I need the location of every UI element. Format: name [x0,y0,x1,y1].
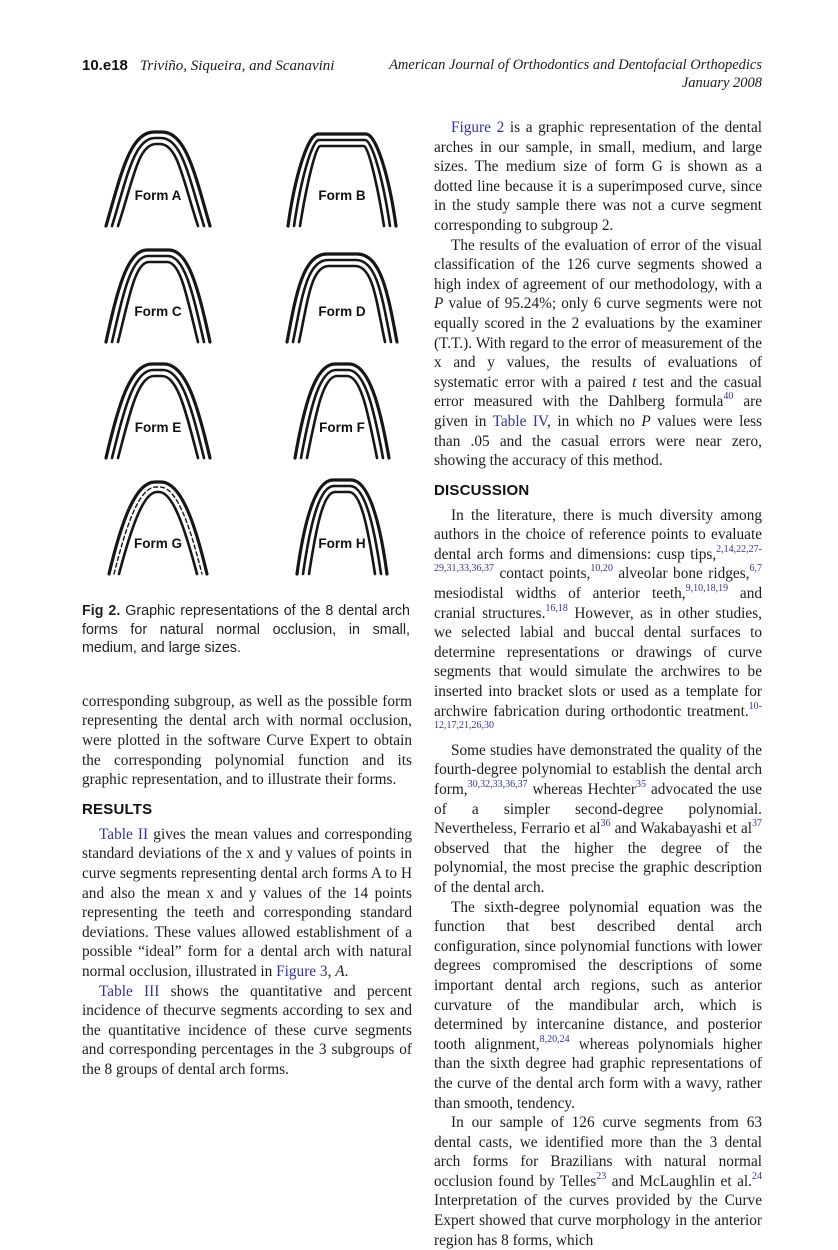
arch-form-label: Form B [318,188,366,203]
arch-form-tile [272,122,412,228]
text-run: , in which no [547,412,642,430]
text-run: However, as in other studies, we selected labial and buccal dental surfaces to determine representations or drawings of curve segments that would simulate the archwires to be inserted into bracket slots or used as a template for archwire fabrication during orthodontic treatment. [434,604,762,720]
text-run: The sixth-degree polynomial equation was the function that best described dental arch configuration, since polynomial functions with lower degrees compromised the descriptions of some important dental arch regions, such as anterior curvature of the mandibular arch, which is determined by intercanine distance, and posterior tooth alignment, [434,898,762,1053]
citation-reference[interactable]: 30,32,33,36,37 [467,778,528,790]
dental-arch-curves [272,470,412,576]
text-run: are given in [434,393,762,430]
citation-reference[interactable]: 9,10,18,19 [685,582,729,594]
text-run: and cranial structures. [434,585,762,622]
arch-form-tile [88,470,228,576]
text-run: The results of the evaluation of error of the visual classification of the 126 curve segments showed a high index of agreement of our methodology, with a [434,236,762,293]
text-run: observed that the higher the degree of the polynomial, the most precise the graphic description of the dental arch. [434,839,762,896]
text-run: values were less than .05 and the casual errors were near zero, showing the accuracy of this method. [434,412,763,470]
text-run: whereas Hechter [527,781,637,798]
citation-reference[interactable]: 36 [600,818,611,830]
text-run: In the literature, there is much diversity among authors in the choice of reference points to evaluate dental arch forms and dimensions: cusp tips, [434,506,762,563]
dental-arch-curves [272,238,412,344]
text-run: Interpretation of the curves provided by the Curve Expert showed that curve morphology in the anterior region has 8 forms, which [434,1192,762,1249]
cross-reference-link[interactable]: Figure 3 [276,962,328,980]
italic-text: A [335,962,345,980]
header-right [389,57,762,92]
arch-form-label: Form E [134,420,182,435]
journal-title: American Journal of Orthodontics and Dentofacial Orthopedics [389,57,762,73]
text-run: In our sample of 126 curve segments from 63 dental casts, we identified more than the 3 dental arch forms for Brazilians with natural normal occlusion found by Telles [434,1114,762,1190]
body-paragraph [434,118,762,236]
citation-reference[interactable]: 10-12,17,21,26,30 [434,700,762,732]
section-heading-results: RESULTS [82,800,153,818]
text-run: whereas polynomials higher than the sixth degree had graphic representations of the curve of the dental arch form with a wavy, rather than smooth, tendency. [434,1035,762,1112]
body-paragraph [434,1113,762,1250]
text-run: Some studies have demonstrated the quality of the fourth-degree polynomial to establish the dental arch form, [434,741,762,798]
arch-form-label: Form H [318,536,366,551]
outer-arch-curve [288,134,396,226]
dental-arch-curves [272,122,412,228]
arch-form-tile [272,470,412,576]
citation-reference[interactable]: 16,18 [545,602,568,614]
citation-reference[interactable]: 23 [596,1170,607,1182]
arch-form-tile [88,122,228,228]
arch-form-tile [272,354,412,460]
body-paragraph [434,741,762,898]
arch-form-label: Form G [133,536,182,551]
text-run: is a graphic representation of the dental arches in our sample, in small, medium, and large sizes. The medium size of form G is shown as a dotted line because it is a superimposed curve, since in the study sample there was not a curve segment corresponding to subgroup 2. [434,119,762,234]
text-run: shows the quantitative and percent incidence of thecurve segments according to sex and the quantitative incidence of these curve segments and corresponding percentages in the 3 subgroups of the 8 groups of dental arch forms. [82,982,412,1078]
text-run: , [327,962,336,980]
arch-form-tile [272,238,412,344]
section-heading-discussion: DISCUSSION [434,481,530,499]
text-run: gives the mean values and corresponding standard deviations of the x and y values of points in curve segments representing dental arch forms A to H and also the mean x and y values of the 14 points representing the teeth and corresponding standard deviations. These values allowed establishment of a possible “ideal” form for a dental arch with natural normal occlusion, illustrated in [82,825,412,980]
dental-arch-curves [88,238,228,344]
page-number: 10.e18 [82,57,128,74]
text-run: corresponding subgroup, as well as the possible form representing the dental arch with normal occlusion, were plotted in the software Curve Expert to obtain the corresponding polynomial function and its graphic representation, and to illustrate their forms. [82,692,412,789]
citation-reference[interactable]: 40 [723,391,734,403]
left-column-text [82,692,412,1080]
arch-form-tile [88,238,228,344]
dental-arch-curves [88,354,228,460]
text-run: Graphic representations of the 8 dental arch forms for natural normal occlusion, in small, medium, and large sizes. [82,603,410,657]
body-paragraph [434,898,762,1114]
middle-arch-curve [112,370,204,458]
right-column-text [434,118,762,1250]
body-paragraph [434,506,762,741]
middle-arch-curve [114,487,202,574]
page-header [82,57,762,92]
citation-reference[interactable]: 8,20,24 [539,1033,570,1045]
header-left [82,57,334,75]
text-run: value of 95.24%; only 6 curve segments were not equally scored in the 2 evaluations by the examiner (T.T.). With regard to the error of measurement of the x and y values, the results of evaluations of systematic error with a paired [434,295,762,391]
caption-lead: Fig 2. [82,603,121,619]
arch-form-label: Form D [318,304,366,319]
dental-arch-curves [272,354,412,460]
body-paragraph [82,825,412,982]
two-column-body [82,114,762,1250]
text-run: contact points, [494,565,591,583]
citation-reference[interactable]: 24 [752,1170,762,1182]
citation-reference[interactable]: 6,7 [749,563,762,575]
italic-text: t [632,373,637,391]
text-run: mesiodistal widths of anterior teeth, [434,585,686,603]
left-column [82,114,412,1250]
citation-reference[interactable]: 35 [636,778,647,790]
text-run: . [344,962,349,980]
inner-arch-curve [300,146,384,226]
text-run: advocated the use of a simpler second-degree polynomial. Nevertheless, Ferrario et al [434,781,762,838]
cross-reference-link[interactable]: Table IV [492,412,548,430]
italic-text: P [434,295,444,313]
inner-arch-curve [118,144,198,226]
issue-date: January 2008 [681,74,762,91]
text-run: and Wakabayashi et al [610,820,752,838]
italic-text: P [641,412,651,430]
figure-2-caption [82,602,412,658]
inner-arch-curve [118,376,198,458]
figure-2 [82,114,412,658]
arch-form-label: Form C [134,304,182,319]
dental-arch-curves [88,122,228,228]
dental-arch-curves [88,470,228,576]
citation-reference[interactable]: 2,14,22,27-29,31,33,36,37 [434,543,762,575]
body-paragraph [82,692,412,790]
right-column [434,114,762,1250]
text-run: alveolar bone ridges, [612,565,750,583]
citation-reference[interactable]: 37 [752,818,762,830]
middle-arch-curve [112,138,204,226]
cross-reference-link[interactable]: Table III [99,982,160,1000]
cross-reference-link[interactable]: Figure 2 [451,119,505,136]
arch-form-label: Form A [134,188,182,203]
cross-reference-link[interactable]: Table II [99,825,149,843]
citation-reference[interactable]: 10,20 [590,563,613,575]
body-paragraph [82,982,412,1080]
text-run: and McLaughlin et al. [606,1172,752,1190]
body-paragraph [434,236,762,471]
dental-arch-grid [82,114,412,576]
text-run: test and the casual error measured with the Dahlberg formula [434,373,762,411]
arch-form-label: Form F [319,420,365,435]
running-authors: Triviño, Siqueira, and Scanavini [139,58,335,74]
arch-form-tile [88,354,228,460]
